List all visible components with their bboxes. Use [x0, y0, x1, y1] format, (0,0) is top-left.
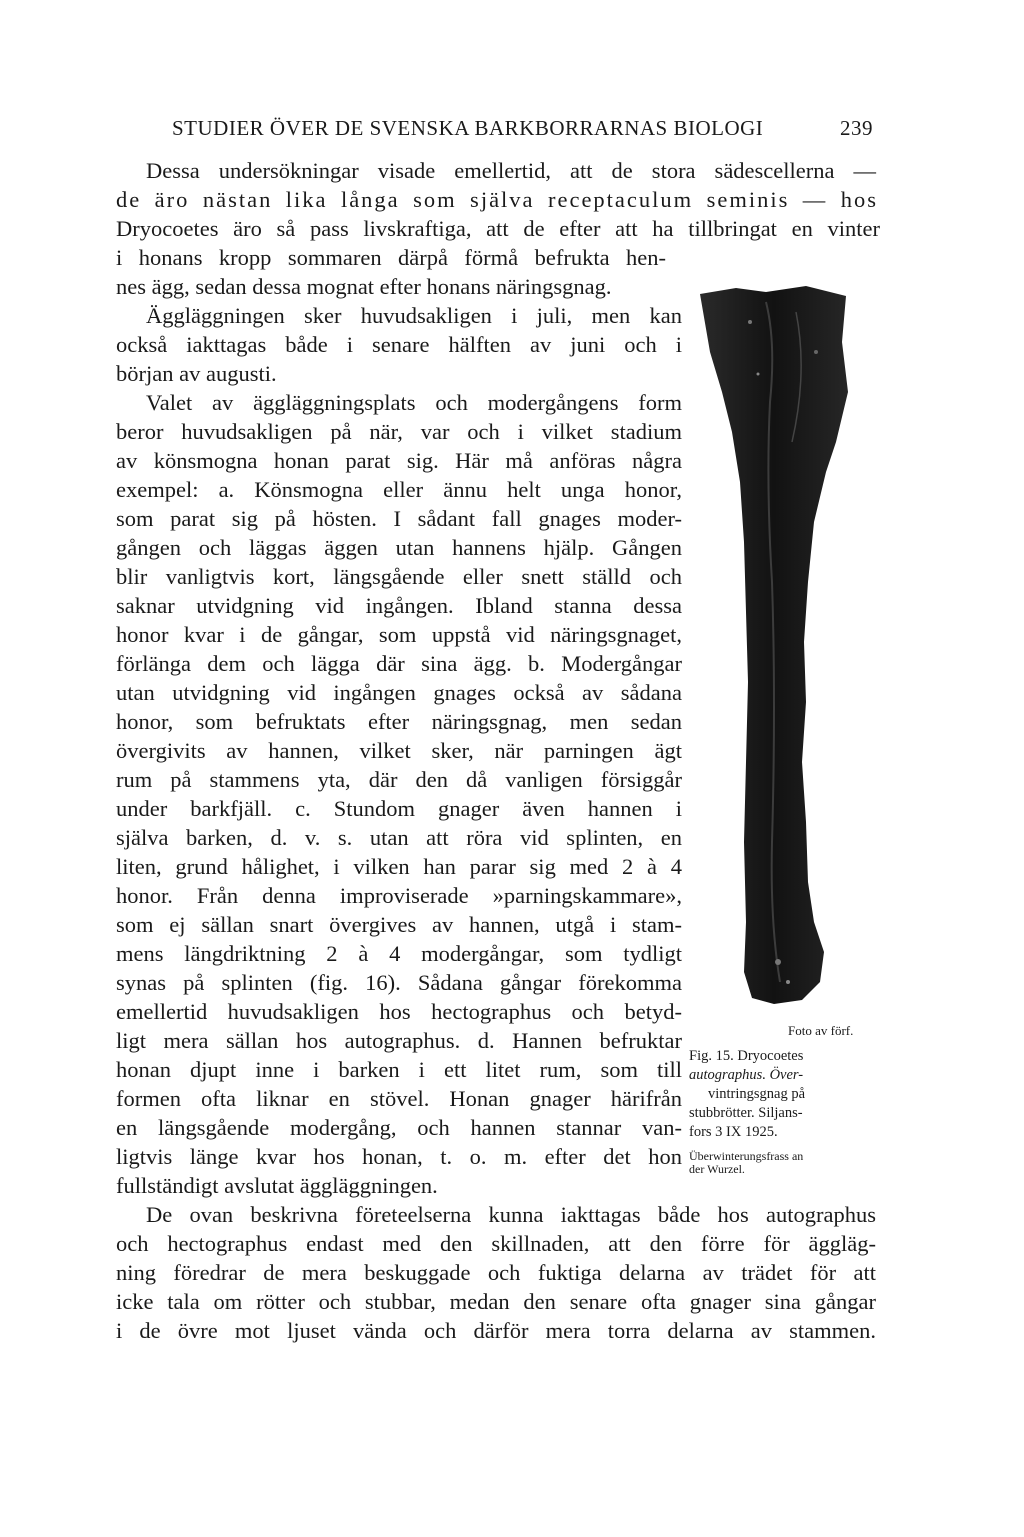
text-line: av könsmogna honan parat sig. Här må anföras några [116, 448, 682, 473]
photo-root-gallery [696, 282, 852, 1007]
root-photo-image [696, 282, 852, 1007]
photo-credit: Foto av förf. [788, 1023, 854, 1038]
text-line: honor. Från denna improviserade »parningskammare», [116, 883, 682, 908]
text-line: ning föredrar de mera beskuggade och fuktiga delarna av trädet för att [116, 1260, 876, 1285]
text-line: nes ägg, sedan dessa mognat efter honans näringsgnag. [116, 274, 612, 299]
text-line: som ej sällan snart övergives av hannen, utgå i stam- [116, 912, 682, 937]
text-line: i honans kropp sommaren därpå förmå befrukta hen- [116, 245, 666, 270]
text-line: Dryocoetes äro så pass livskraftiga, att de efter att ha tillbringat en vinter [116, 216, 880, 241]
text-line: också iakttagas både i senare hälften av juni och i [116, 332, 682, 357]
text-line: honor, som befruktats efter näringsgnag, men sedan [116, 709, 682, 734]
text-line: exempel: a. Könsmogna eller ännu helt unga honor, [116, 477, 682, 502]
text-line: och hectographus endast med den skillnaden, att den förre för äggläg- [116, 1231, 876, 1256]
text-line: blir vanligtvis kort, längsgående eller snett ställd och [116, 564, 682, 589]
text-line: synas på splinten (fig. 16). Sådana gångar förekomma [116, 970, 682, 995]
text-line: saknar utvidgning vid ingången. Ibland stanna dessa [116, 593, 682, 618]
text-line: liten, grund hålighet, i vilken han parar sig med 2 à 4 [116, 854, 682, 879]
text-line: formen ofta liknar en stövel. Honan gnager härifrån [116, 1086, 682, 1111]
text-line: mens längdriktning 2 à 4 modergångar, som tydligt [116, 941, 682, 966]
figure-caption-line: fors 3 IX 1925. [689, 1124, 778, 1140]
text-line: honan djupt inne i barken i ett litet rum, som till [116, 1057, 682, 1082]
page-number: 239 [840, 116, 873, 140]
text-line: Valet av äggläggningsplats och modergångens form [146, 390, 682, 415]
text-line: gången och läggas äggen utan hannens hjälp. Gången [116, 535, 682, 560]
text-line: honor kvar i de gångar, som uppstå vid näringsgnaget, [116, 622, 682, 647]
text-line: som parat sig på hösten. I sådant fall gnages moder- [116, 506, 682, 531]
text-line: själva barken, d. v. s. utan att röra vid splinten, en [116, 825, 682, 850]
text-line: i de övre mot ljuset vända och därför mera torra delarna av stammen. [116, 1318, 876, 1343]
text-line: början av augusti. [116, 361, 277, 386]
figure-caption-line: Überwinterungsfrass an [689, 1149, 804, 1163]
text-line: övergivits av hannen, vilket sker, när parningen ägt [116, 738, 682, 763]
text-line: Dessa undersökningar visade emellertid, att de stora sädescellerna — [146, 158, 876, 183]
figure-caption-line: autographus. Över- [689, 1067, 804, 1083]
text-line: förlänga dem och lägga där sina ägg. b. Modergångar [116, 651, 682, 676]
text-line: De ovan beskrivna företeelserna kunna iakttagas både hos autographus [146, 1202, 876, 1227]
text-line: ligt mera sällan hos autographus. d. Hannen befruktar [116, 1028, 682, 1053]
figure-caption-line: Fig. 15. Dryocoetes [689, 1048, 804, 1064]
figure-caption-line: vintringsgnag på [708, 1086, 806, 1102]
figure-caption-line: stubbrötter. Siljans- [689, 1105, 803, 1121]
text-line: icke tala om rötter och stubbar, medan den senare ofta gnager sina gångar [116, 1289, 876, 1314]
text-line: rum på stammens yta, där den då vanligen försiggår [116, 767, 682, 792]
text-line: de äro nästan lika långa som själva receptaculum seminis — hos [116, 187, 878, 212]
figure-caption-line: der Wurzel. [689, 1162, 745, 1176]
text-line: under barkfjäll. c. Stundom gnager även hannen i [116, 796, 682, 821]
text-line: utan utvidgning vid ingången gnages också av sådana [116, 680, 682, 705]
text-line: emellertid huvudsakligen hos hectographus och betyd- [116, 999, 682, 1024]
running-title: STUDIER ÖVER DE SVENSKA BARKBORRARNAS BIOLOGI [172, 116, 764, 140]
text-line: ligtvis länge kvar hos honan, t. o. m. efter det hon [116, 1144, 682, 1169]
text-line: Äggläggningen sker huvudsakligen i juli, men kan [146, 303, 682, 328]
text-line: en längsgående modergång, och hannen stannar van- [116, 1115, 682, 1140]
text-line: fullständigt avslutat äggläggningen. [116, 1173, 438, 1198]
text-line: beror huvudsakligen på när, var och i vilket stadium [116, 419, 682, 444]
